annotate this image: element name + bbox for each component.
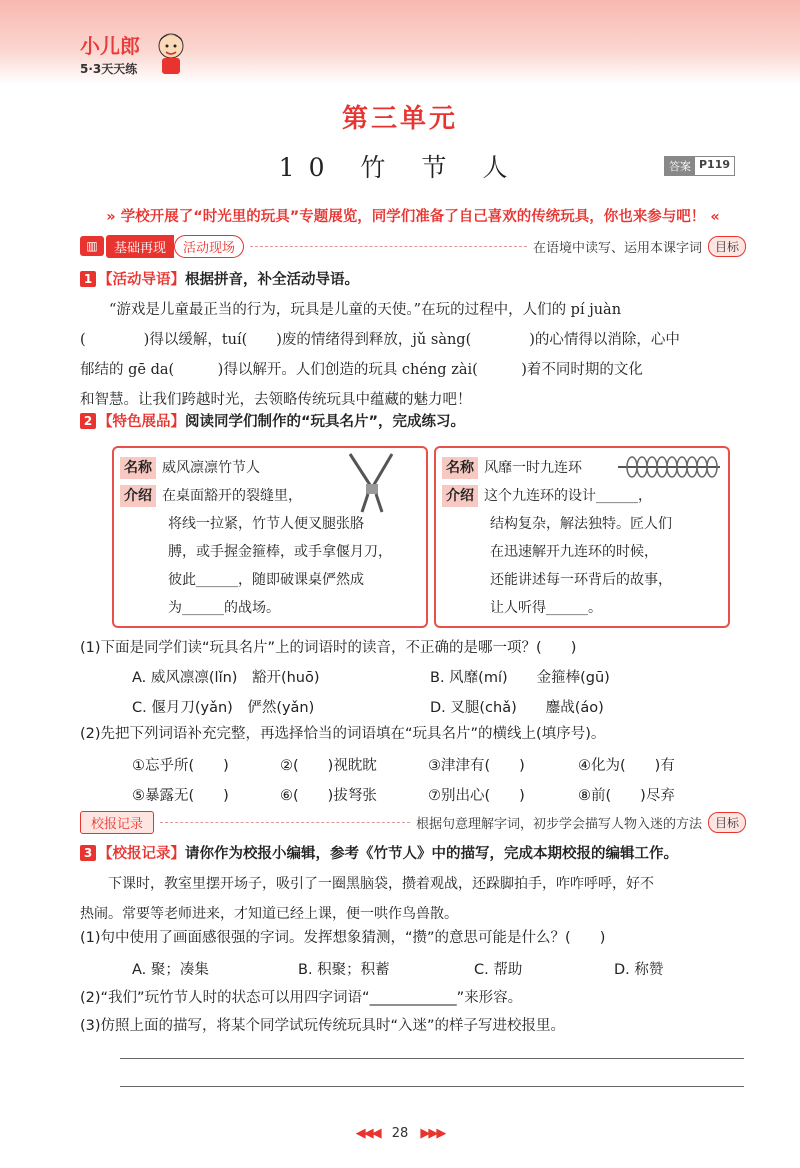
book-icon: ▥ bbox=[80, 236, 104, 256]
lesson-title: 10 竹 节 人 bbox=[278, 153, 522, 182]
unit-title: 第三单元 bbox=[341, 104, 458, 134]
question-3-sub1: (1)句中使用了画面感很强的字词。发挥想象猜测，“攒”的意思可能是什么？( ) bbox=[80, 930, 606, 946]
section-basics-header bbox=[80, 234, 746, 258]
brand-sub: 5·3天天练 bbox=[80, 62, 138, 76]
question-title: 阅读同学们制作的“玩具名片”，完成练习。 bbox=[185, 414, 466, 430]
card-line: 将线一拉紧，竹节人便叉腿张胳 bbox=[168, 516, 364, 532]
question-number: 2 bbox=[80, 413, 96, 429]
option-c[interactable]: C. 帮助 bbox=[474, 962, 523, 978]
section-activity-pill: 活动现场 bbox=[174, 235, 244, 258]
idiom-fill[interactable]: ⑥( )拔弩张 bbox=[280, 788, 377, 804]
idiom-fill[interactable]: ⑧前( )尽弃 bbox=[578, 788, 675, 804]
goal-badge: 目标 bbox=[708, 236, 746, 257]
toy-card-left bbox=[112, 446, 428, 628]
answer-label: 答案 bbox=[665, 157, 695, 175]
question-title: 请你作为校报小编辑，参考《竹节人》中的描写，完成本期校报的编辑工作。 bbox=[185, 846, 678, 862]
paragraph-line: “游戏是儿童最正当的行为，玩具是儿童的天使。”在玩的过程中，人们的 pí juàn bbox=[109, 302, 622, 318]
divider bbox=[160, 822, 410, 823]
idiom-fill[interactable]: ①忘乎所( ) bbox=[132, 758, 229, 774]
mascot-icon bbox=[154, 30, 188, 76]
card-name: 威风凛凛竹节人 bbox=[162, 460, 260, 476]
answer-line[interactable] bbox=[120, 1086, 744, 1087]
question-2-sub1: (1)下面是同学们读“玩具名片”上的词语时的读音，不正确的是哪一项？( ) bbox=[80, 640, 577, 656]
goal-badge: 目标 bbox=[708, 812, 746, 833]
card-line: 还能讲述每一环背后的故事， bbox=[490, 572, 672, 588]
paragraph-line: 下课时，教室里摆开场子，吸引了一圈黑脑袋，攒着观战，还跺脚拍手，咋咋呼呼，好不 bbox=[108, 876, 654, 892]
toy-card-right bbox=[434, 446, 730, 628]
answer-page: P119 bbox=[699, 158, 731, 171]
idiom-fill[interactable]: ②( )视眈眈 bbox=[280, 758, 377, 774]
section-school-news-pill: 校报记录 bbox=[80, 811, 154, 834]
question-3-header bbox=[80, 840, 750, 869]
card-intro-label: 介绍 bbox=[120, 485, 156, 507]
question-1-paragraph bbox=[80, 295, 750, 415]
activity-banner bbox=[80, 205, 746, 226]
card-line[interactable]: 彼此______，随即破课桌俨然成 bbox=[168, 572, 364, 588]
bamboo-figure-icon bbox=[342, 450, 400, 514]
section-basics-label: 基础再现 bbox=[106, 235, 174, 258]
idiom-fill[interactable]: ③津津有( ) bbox=[428, 758, 525, 774]
card-line: 膊，或手握金箍棒，或手拿偃月刀， bbox=[168, 544, 392, 560]
question-title: 根据拼音，补全活动导语。 bbox=[185, 272, 359, 288]
card-line: 结构复杂，解法独特。匠人们 bbox=[490, 516, 672, 532]
question-1-header bbox=[80, 266, 750, 295]
brand-logo bbox=[80, 30, 200, 86]
question-3-paragraph bbox=[80, 869, 750, 929]
prev-arrows-icon: ◀◀◀ bbox=[355, 1126, 380, 1141]
card-intro-label: 介绍 bbox=[442, 485, 478, 507]
answer-line[interactable] bbox=[120, 1058, 744, 1059]
paragraph-line: 热闹。常要等老师进来，才知道已经上课，便一哄作鸟兽散。 bbox=[80, 906, 458, 922]
card-name-label: 名称 bbox=[442, 457, 478, 479]
banner-text: 学校开展了“时光里的玩具”专题展览，同学们准备了自己喜欢的传统玩具，你也来参与吧！ bbox=[120, 209, 706, 225]
card-line[interactable]: 这个九连环的设计______， bbox=[484, 488, 652, 504]
next-arrows-icon: ▶▶▶ bbox=[420, 1126, 445, 1141]
card-name-label: 名称 bbox=[120, 457, 156, 479]
idiom-fill[interactable]: ⑤暴露无( ) bbox=[132, 788, 229, 804]
option-c[interactable]: C. 偃月刀(yǎn) 俨然(yǎn) bbox=[132, 700, 315, 716]
brand-name: 小儿郎 bbox=[80, 34, 140, 58]
question-2-header bbox=[80, 408, 750, 437]
page-footer bbox=[0, 1126, 800, 1141]
question-3-sub2[interactable]: (2)“我们”玩竹节人时的状态可以用四字词语“____________”来形容。 bbox=[80, 990, 523, 1006]
nine-rings-icon bbox=[616, 454, 722, 480]
banner-arrows-right-icon: « bbox=[705, 209, 720, 225]
paragraph-line[interactable]: 郁结的 gē da( )得以解开。人们创造的玩具 chéng zài( )着不同时期的文化 bbox=[80, 362, 643, 378]
question-3 bbox=[80, 840, 750, 929]
option-d[interactable]: D. 叉腿(chǎ) 鏖战(áo) bbox=[430, 700, 604, 716]
question-tag: 【活动导语】 bbox=[98, 272, 185, 288]
question-3-sub3: (3)仿照上面的描写，将某个同学试玩传统玩具时“入迷”的样子写进校报里。 bbox=[80, 1018, 566, 1034]
card-name: 风靡一时九连环 bbox=[484, 460, 582, 476]
question-tag: 【校报记录】 bbox=[98, 846, 185, 862]
card-line: 在桌面豁开的裂缝里， bbox=[162, 488, 302, 504]
question-2-sub2: (2)先把下列词语补充完整，再选择恰当的词语填在“玩具名片”的横线上(填序号)。 bbox=[80, 726, 606, 742]
option-a[interactable]: A. 聚；凑集 bbox=[132, 962, 209, 978]
option-b[interactable]: B. 风靡(mí) 金箍棒(gū) bbox=[430, 670, 610, 686]
section-goal-text: 根据句意理解字词，初步学会描写人物入迷的方法 bbox=[415, 816, 702, 832]
divider bbox=[250, 246, 527, 247]
banner-arrows-left-icon: » bbox=[106, 209, 121, 225]
question-tag: 【特色展品】 bbox=[98, 414, 185, 430]
question-1 bbox=[80, 266, 750, 415]
paragraph-line: 和智慧。让我们跨越时光，去领略传统玩具中蕴藏的魅力吧！ bbox=[80, 392, 472, 408]
section-goal-text: 在语境中读写、运用本课字词 bbox=[532, 240, 702, 256]
option-b[interactable]: B. 积聚；积蓄 bbox=[298, 962, 390, 978]
paragraph-line[interactable]: ( )得以缓解，tuí( )废的情绪得到释放，jǔ sàng( )的心情得以消除，心中 bbox=[80, 332, 680, 348]
question-number: 1 bbox=[80, 271, 96, 287]
answer-tag[interactable] bbox=[664, 156, 735, 176]
idiom-fill[interactable]: ④化为( )有 bbox=[578, 758, 675, 774]
question-number: 3 bbox=[80, 845, 96, 861]
section-school-news-header bbox=[80, 810, 746, 834]
option-d[interactable]: D. 称赞 bbox=[614, 962, 664, 978]
card-line[interactable]: 为______的战场。 bbox=[168, 600, 280, 616]
card-line[interactable]: 让人听得______。 bbox=[490, 600, 602, 616]
card-line: 在迅速解开九连环的时候， bbox=[490, 544, 658, 560]
idiom-fill[interactable]: ⑦别出心( ) bbox=[428, 788, 525, 804]
page-number: 28 bbox=[391, 1126, 409, 1141]
option-a[interactable]: A. 威风凛凛(lǐn) 豁开(huō) bbox=[132, 670, 320, 686]
